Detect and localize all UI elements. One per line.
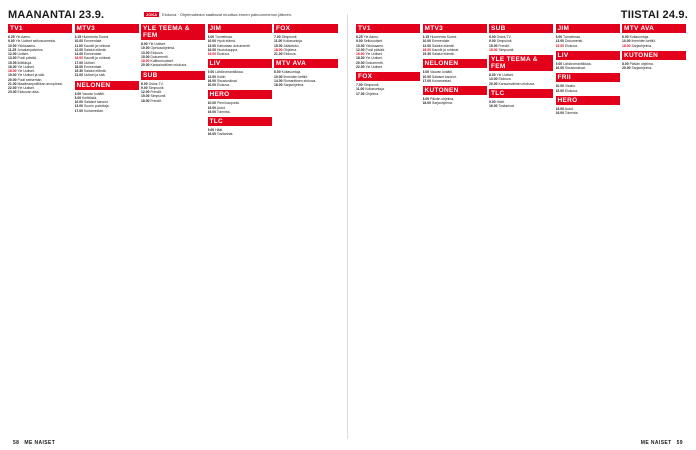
program-title: Toiminta.	[564, 111, 579, 115]
program-title: Sisustuskisat.	[564, 66, 586, 70]
program-time: 20.00	[8, 77, 17, 82]
program-title: Ostos-TV.	[496, 35, 512, 39]
program-time: 19.00	[8, 73, 17, 78]
program-title: Kotiasuntoja.	[283, 39, 303, 44]
program-time: 16.00	[555, 66, 564, 70]
program-time: 6.00	[274, 70, 281, 75]
program-time: 9.00	[207, 128, 215, 132]
program-time: 14.00	[274, 78, 283, 83]
listing-column	[208, 24, 272, 436]
program-listing	[423, 101, 487, 105]
program-time: 10.00	[141, 46, 150, 51]
program-listing	[556, 89, 620, 93]
program-time: 6.25	[356, 35, 363, 39]
program-title: Vauvan kotiäiti.	[82, 91, 105, 96]
program-title: Katsotaan dokumentti.	[216, 43, 251, 48]
program-title: Tunnelmaa.	[563, 35, 581, 39]
program-time: 10.00	[422, 39, 431, 44]
program-time: 19.00	[207, 109, 216, 114]
program-title: Simpsonit.	[281, 35, 298, 39]
notice-tag: JOKA	[146, 12, 158, 17]
program-listing	[208, 83, 272, 87]
channel-heading: JIM	[208, 24, 272, 33]
program-time: 10.00	[207, 101, 216, 106]
program-title: Selkouutiset.	[363, 39, 383, 44]
program-time: 20.00	[141, 63, 150, 68]
program-listing	[75, 109, 139, 113]
program-listing	[208, 132, 272, 136]
program-listing	[423, 52, 487, 56]
program-title: Ihmeiden keittiö.	[283, 74, 309, 79]
program-title: Yle Uutiset ja sää.	[17, 73, 45, 78]
program-title: Yle Aamu.	[363, 35, 379, 39]
program-time: 13.00	[207, 43, 216, 48]
program-time: 8.00	[489, 73, 496, 77]
program-time: 8.00	[207, 35, 215, 39]
program-time: 18.00	[274, 47, 283, 52]
program-title: Simpsonit.	[496, 39, 513, 44]
program-title: Lähiöromantiikkaa.	[215, 70, 244, 75]
program-time: 6.25	[8, 35, 15, 39]
program-title: Autot.	[564, 106, 574, 111]
program-listing	[75, 73, 139, 77]
channel-heading: TLC	[208, 117, 272, 126]
program-title: Sarjaohjelma.	[631, 66, 653, 70]
magazine-name: ME NAISET	[640, 440, 672, 446]
program-time: 16.00	[356, 52, 365, 56]
left-listing-columns	[8, 24, 340, 436]
program-time: 9.00	[489, 99, 496, 104]
channel-heading: FOX	[356, 72, 420, 81]
program-title: Kotiasuntoja.	[365, 87, 385, 92]
program-time: 19.30	[422, 52, 431, 56]
notice-text: Elokuva · Ohjelmatiedot saattavat muuttua ennen painoonmenon jälkeen.	[162, 12, 293, 17]
left-page-header	[8, 9, 340, 23]
program-title: Ostos-TV.	[148, 81, 164, 86]
program-title: Kansainvälinen elokuva.	[498, 81, 536, 86]
program-title: Yle Uutiset.	[17, 69, 35, 73]
channel-heading: TV1	[356, 24, 420, 33]
program-listing	[274, 52, 338, 56]
program-listing	[208, 110, 272, 114]
right-page-footer	[641, 440, 688, 446]
program-title: Elokuva.	[564, 88, 578, 93]
program-title: Frendit.	[150, 98, 162, 103]
program-title: Hyvä elämä.	[216, 39, 236, 44]
listing-column	[356, 24, 420, 436]
program-time: 9.00	[555, 61, 563, 66]
program-time: 18.00	[141, 98, 150, 103]
program-listing	[489, 82, 553, 86]
program-title: Vauvan kotiäiti.	[430, 70, 453, 75]
program-time: 20.00	[207, 83, 216, 87]
program-listing	[556, 44, 620, 48]
program-title: Tunnelmaa.	[215, 35, 233, 39]
program-time: 18.00	[422, 101, 431, 106]
program-listing	[141, 99, 205, 103]
program-title: Salaiset kansiot.	[83, 100, 109, 104]
program-title: Häät.	[215, 128, 224, 132]
program-title: Uutiset.	[83, 60, 96, 65]
program-title: Uutiset ja sää.	[83, 73, 106, 78]
right-listing-columns	[356, 24, 688, 436]
channel-heading: MTV AVA	[622, 24, 686, 33]
program-listing	[489, 104, 553, 108]
program-title: Emmerdale.	[83, 39, 103, 44]
program-time: 15.00	[555, 88, 564, 93]
program-time: 6.15	[74, 35, 82, 39]
listing-column	[622, 24, 686, 436]
program-time: 13.00	[489, 77, 498, 82]
channel-heading: FRII	[556, 73, 620, 82]
program-title: Elokuva.	[216, 83, 230, 87]
program-title: Ikiliikkuja.	[17, 60, 32, 65]
program-title: Ohjelma.	[283, 47, 298, 52]
program-time: 10.00	[74, 100, 83, 104]
program-title: Huomenta Suomi.	[82, 35, 110, 39]
program-time: 19.30	[74, 69, 83, 73]
program-title: Dokumentti.	[564, 39, 584, 44]
program-listing	[274, 83, 338, 87]
program-time: 8.00	[422, 97, 430, 101]
program-title: Kotiasuntoja.	[629, 35, 650, 39]
program-title: Suurin pudottaja.	[83, 104, 110, 109]
program-title: Sarjaohjelma.	[631, 43, 653, 48]
program-title: Yle Uutiset.	[17, 64, 35, 69]
program-title: Yle Uutiset.	[365, 56, 383, 61]
program-time: 22.00	[356, 64, 365, 69]
program-time: 16.00	[74, 56, 83, 61]
program-title: Yle Uutiset.	[148, 42, 166, 46]
program-time: 18.00	[622, 43, 631, 48]
channel-heading: YLE TEEMA & FEM	[489, 55, 553, 71]
program-title: Emmerdale.	[83, 64, 103, 69]
program-title: Ykkösaamu.	[365, 43, 385, 48]
program-time: 13.00	[8, 56, 17, 61]
program-title: Simpsonit.	[363, 83, 380, 87]
right-page-header	[356, 9, 688, 23]
program-time: 10.00	[274, 74, 283, 79]
program-title: Elokuva.	[564, 43, 578, 48]
program-title: Ohjelma.	[365, 91, 380, 96]
channel-heading: LIV	[208, 59, 272, 68]
magazine-name: ME NAISET	[24, 440, 56, 446]
channel-heading: HERO	[556, 96, 620, 105]
program-listing	[356, 65, 420, 69]
program-title: Tositarinat.	[498, 104, 515, 108]
program-title: Toiminta.	[216, 109, 231, 114]
channel-heading: NELONEN	[75, 81, 139, 90]
program-title: Elokuvan aika.	[17, 90, 40, 95]
listing-column	[141, 24, 205, 436]
program-title: Koiramestari.	[83, 108, 104, 113]
program-title: Keittiöstä.	[82, 95, 97, 100]
program-time: 12.00	[356, 47, 365, 52]
program-listing	[8, 90, 72, 94]
listing-column	[423, 24, 487, 436]
channel-heading: FOX	[274, 24, 338, 33]
program-title: Kulttuuriuutiset.	[150, 59, 174, 63]
left-page-footer	[8, 440, 55, 446]
program-time: 23.00	[8, 90, 17, 95]
program-title: Emmerdale.	[431, 39, 451, 44]
channel-heading: MTV3	[75, 24, 139, 33]
program-title: Tositarinat.	[216, 132, 234, 137]
program-time: 6.00	[141, 81, 148, 86]
program-title: Puoli päivää.	[17, 56, 37, 61]
program-time: 14.00	[74, 52, 83, 56]
program-title: Frendit.	[150, 90, 162, 94]
program-time: 11.00	[74, 43, 83, 48]
program-time: 15.00	[141, 54, 150, 59]
program-time: 13.00	[74, 104, 83, 109]
program-title: Häät.	[496, 99, 505, 104]
program-time: 11.00	[356, 87, 365, 92]
program-title: Yle Uutiset selkosuomeksi.	[15, 39, 57, 44]
program-title: Ykkösaamu.	[17, 43, 37, 48]
channel-heading: TLC	[489, 89, 553, 98]
program-time: 17.00	[74, 108, 83, 113]
program-listing	[556, 111, 620, 115]
program-time: 8.00	[141, 42, 148, 46]
program-time: 7.00	[356, 83, 363, 87]
program-title: Sarjaohjelma.	[431, 101, 453, 106]
program-title: Kotiasuntoja.	[281, 70, 302, 75]
program-time: 9.00	[8, 39, 15, 44]
program-title: Salatut elämät.	[83, 69, 107, 73]
program-title: Sarjaohjelma.	[283, 83, 305, 87]
listing-column	[489, 24, 553, 436]
program-title: Opetusohjelmia.	[150, 46, 175, 51]
program-time: 9.00	[207, 70, 215, 75]
program-title: Kauniit ja rohkeat.	[431, 47, 460, 52]
program-time: 8.00	[74, 95, 82, 100]
program-title: Simpsonit.	[150, 94, 167, 99]
program-time: 17.00	[356, 91, 365, 96]
program-time: 10.00	[422, 74, 431, 79]
channel-heading: KUTONEN	[622, 51, 686, 60]
program-listing	[622, 66, 686, 70]
program-time: 10.00	[8, 43, 17, 48]
program-title: Lähiöromantiikkaa.	[563, 61, 592, 66]
channel-heading: NELONEN	[423, 59, 487, 68]
program-title: Elokuva.	[216, 52, 230, 56]
program-title: Yle Uutiset.	[365, 64, 383, 69]
channel-heading: TV1	[8, 24, 72, 33]
program-title: Sisustuskisat.	[216, 78, 238, 83]
program-time: 8.00	[622, 61, 629, 66]
channel-heading: LIV	[556, 51, 620, 60]
program-time: 15.05	[8, 60, 17, 65]
program-title: Emmerdale.	[83, 52, 103, 56]
program-title: Päivän ohjelma.	[430, 97, 455, 101]
program-time: 16.00	[8, 64, 17, 69]
program-time: 19.00	[555, 111, 564, 115]
program-time: 18.00	[74, 64, 83, 69]
listing-column	[556, 24, 620, 436]
program-title: Uutiset.	[17, 52, 29, 56]
program-title: Yle Uutiset.	[365, 52, 383, 56]
program-time: 7.00	[274, 35, 281, 39]
program-time: 18.00	[489, 47, 498, 52]
program-title: Romanttinen elokuva.	[283, 78, 317, 83]
program-title: Yle Aamu.	[15, 35, 31, 39]
program-title: Kauniit ja rohkeat.	[83, 56, 112, 61]
program-title: Päivän ohjelma.	[629, 61, 654, 66]
program-title: Puoli päivää.	[365, 47, 385, 52]
program-time: 11.25	[8, 47, 17, 52]
program-listing	[356, 92, 420, 96]
program-title: Ihmeiden keittiö.	[631, 39, 657, 44]
program-title: Dokumentti.	[150, 54, 169, 59]
channel-heading: MTV AVA	[274, 59, 338, 68]
program-time: 16.00	[489, 104, 498, 108]
program-time: 6.00	[74, 91, 82, 96]
program-title: Kansainvälinen elokuva.	[150, 63, 188, 68]
channel-heading: MTV3	[423, 24, 487, 33]
program-listing	[556, 66, 620, 70]
program-time: 6.00	[422, 70, 430, 75]
program-title: Jääkiekko.	[283, 43, 300, 48]
program-time: 19.00	[555, 43, 564, 48]
program-title: Pieni kaupunki.	[216, 101, 240, 106]
program-time: 12.00	[422, 43, 431, 48]
program-time: 18.00	[141, 59, 150, 63]
program-title: Huomenta Suomi.	[430, 35, 458, 39]
program-title: Elokuva.	[283, 52, 297, 56]
program-time: 18.00	[8, 69, 17, 73]
channel-heading: YLE TEEMA & FEM	[141, 24, 205, 40]
program-time: 21.00	[8, 81, 17, 86]
program-title: Autot.	[216, 105, 226, 110]
channel-heading: KUTONEN	[423, 86, 487, 95]
program-time: 9.00	[489, 39, 496, 44]
program-time: 22.00	[8, 86, 17, 90]
channel-heading: SUB	[489, 24, 553, 33]
program-time: 16.00	[207, 78, 216, 83]
program-time: 13.00	[141, 50, 150, 55]
program-time: 15.00	[274, 43, 283, 48]
program-title: Frendit.	[498, 43, 510, 48]
program-title: Jumalanpalvelus.	[17, 47, 44, 52]
program-time: 20.00	[356, 60, 365, 65]
schedule-notice	[144, 12, 292, 17]
program-time: 19.00	[207, 52, 216, 56]
program-listing	[489, 48, 553, 52]
program-time: 15.00	[489, 43, 498, 48]
program-time: 11.00	[274, 39, 283, 44]
listing-column	[274, 24, 338, 436]
program-time: 13.00	[555, 39, 564, 44]
program-time: 9.00	[356, 39, 363, 44]
channel-heading: JIM	[556, 24, 620, 33]
program-time: 10.00	[207, 39, 216, 44]
program-time: 16.00	[207, 47, 216, 52]
program-time: 10.00	[356, 43, 365, 48]
program-time: 21.00	[274, 52, 283, 56]
program-listing	[423, 79, 487, 83]
program-time: 12.00	[141, 90, 150, 94]
right-page	[348, 0, 696, 450]
program-time: 9.00	[141, 85, 148, 90]
program-title: Salatut elämät.	[431, 52, 455, 56]
program-time: 12.00	[8, 52, 17, 56]
program-time: 20.00	[489, 81, 498, 86]
program-time: 10.00	[74, 39, 83, 44]
program-time: 15.00	[141, 94, 150, 99]
program-time: 12.00	[74, 47, 83, 52]
program-time: 17.00	[422, 78, 431, 83]
program-listing	[141, 63, 205, 67]
program-time: 16.00	[422, 47, 431, 52]
day-title-monday: MAANANTAI 23.9.	[8, 9, 105, 21]
program-time: 20.00	[622, 66, 631, 70]
program-time: 10.00	[622, 39, 631, 44]
program-title: Salatut elämät.	[83, 47, 107, 52]
day-title-tuesday: TIISTAI 24.9.	[620, 9, 688, 21]
program-title: Salaiset kansiot.	[431, 74, 457, 79]
program-title: Salatut elämät.	[431, 43, 455, 48]
program-time: 18.00	[356, 56, 365, 61]
program-title: Dokumentti.	[365, 60, 384, 65]
program-title: Kotiin.	[216, 74, 227, 79]
program-title: Yle Uutiset.	[17, 86, 35, 90]
program-title: Simpsonit.	[498, 47, 515, 52]
channel-heading: SUB	[141, 71, 205, 80]
channel-heading: HERO	[208, 90, 272, 99]
program-time: 18.00	[274, 83, 283, 87]
listing-column	[8, 24, 72, 436]
program-title: Kauniit ja rohkeat.	[83, 43, 111, 48]
program-listing	[622, 44, 686, 48]
program-listing	[208, 52, 272, 56]
program-title: Koiramestari.	[431, 78, 452, 83]
program-title: Elokuva.	[498, 77, 512, 82]
program-title: Maailmanpolitiikan arvopörssi.	[17, 81, 63, 86]
program-title: Yle Uutiset.	[496, 73, 514, 77]
listing-column	[75, 24, 139, 436]
program-time: 15.00	[555, 106, 564, 111]
program-time: 6.00	[622, 35, 629, 39]
program-time: 15.00	[207, 105, 216, 110]
program-time: 21.00	[74, 73, 83, 78]
program-time: 6.00	[489, 35, 496, 39]
program-title: Elokuva.	[150, 50, 164, 55]
program-title: Puoli seitsemän.	[17, 77, 43, 82]
program-title: Visailu.	[564, 84, 576, 89]
program-title: Huutokauppa.	[216, 47, 239, 52]
program-time: 8.00	[555, 35, 563, 39]
program-time: 17.00	[74, 60, 83, 65]
program-time: 6.15	[422, 35, 430, 39]
program-time: 10.00	[555, 84, 564, 89]
page-number: 58	[13, 440, 20, 446]
program-time: 12.00	[207, 74, 216, 79]
program-title: Simpsonit.	[148, 85, 165, 90]
page-number: 59	[676, 440, 683, 446]
program-time: 16.00	[207, 132, 216, 137]
